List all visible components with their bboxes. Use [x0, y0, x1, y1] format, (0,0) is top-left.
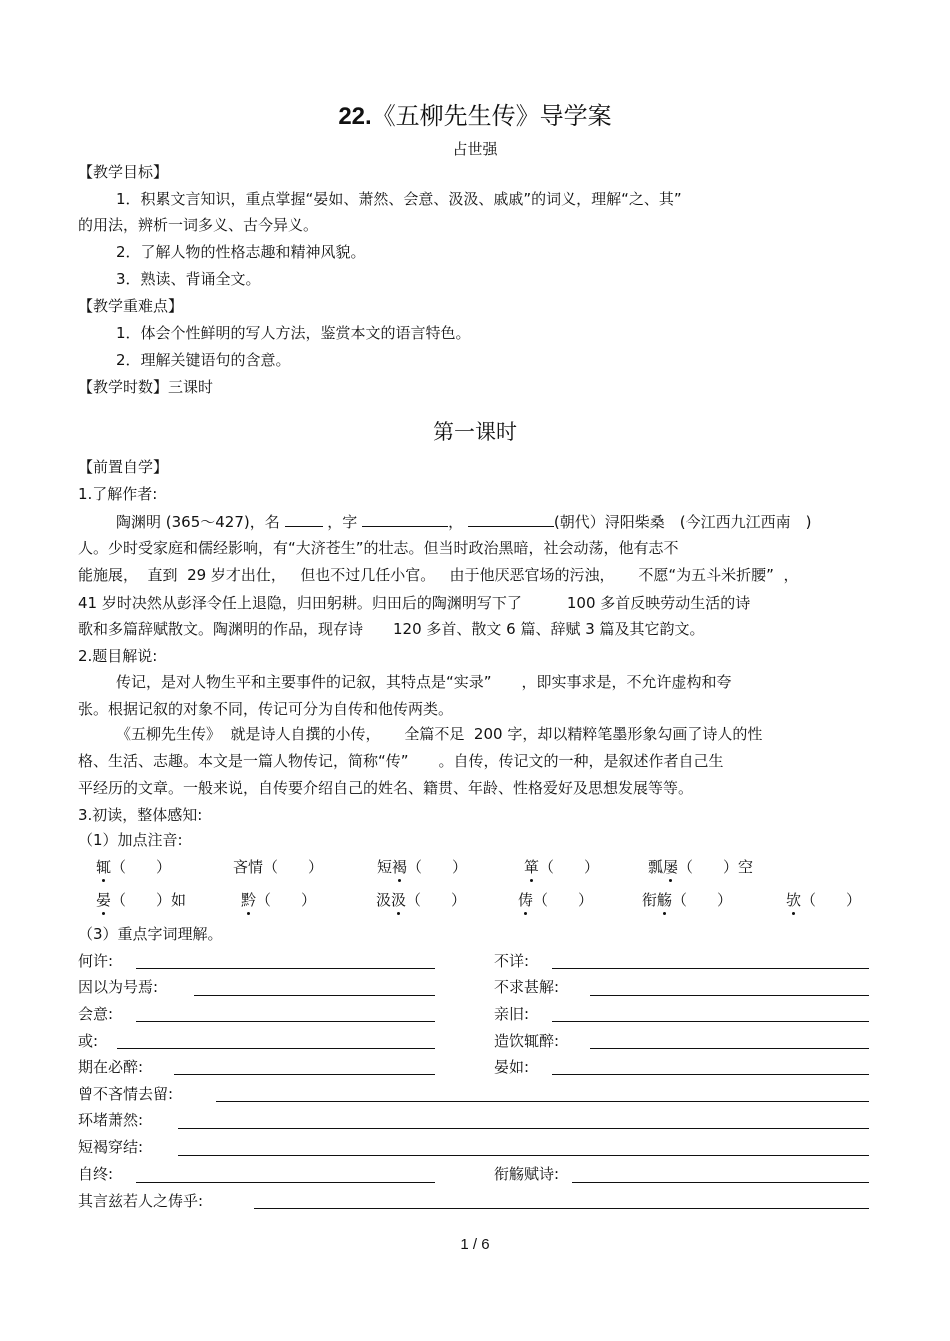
vocab-term: 曾不吝情去留:: [78, 1085, 174, 1103]
vocab-answer-line[interactable]: [136, 968, 435, 969]
dotted-char: 觞: [657, 891, 673, 909]
dotted-char: 俦: [518, 891, 534, 909]
author-intro-text-b: ，字: [327, 513, 358, 531]
pinyin-word: 衔: [642, 891, 658, 909]
vocab-term: 不求甚解:: [494, 978, 560, 996]
keypoint-2: 2．理解关键语句的含意。: [116, 351, 291, 369]
pinyin-blank: （ ）: [256, 891, 317, 909]
dotted-char: 欤: [786, 891, 802, 909]
pinyin-blank: （ ）: [407, 858, 468, 876]
vocab-answer-line[interactable]: [552, 968, 869, 969]
vocab-answer-line[interactable]: [216, 1101, 869, 1102]
vocab-answer-line[interactable]: [552, 1074, 869, 1075]
dotted-char: 箪: [524, 858, 540, 876]
dynasty-blank[interactable]: [468, 512, 554, 527]
pinyin-word: 短: [377, 858, 393, 876]
vocab-answer-line[interactable]: [552, 1021, 869, 1022]
pinyin-item[interactable]: [377, 858, 467, 876]
vocab-term: 会意:: [78, 1005, 114, 1023]
vocab-term: 其言兹若人之俦乎:: [78, 1192, 204, 1210]
vocab-term: 造饮辄醉:: [494, 1032, 560, 1050]
courtesy-name-blank[interactable]: [362, 512, 448, 527]
author-intro-line-5: 歌和多篇辞赋散文。陶渊明的作品，现存诗 120 多首、散文 6 篇、辞赋 3 篇及其它韵文。: [78, 620, 705, 638]
lesson-title: 第一课时: [433, 420, 517, 444]
author-intro-text-c: ，: [448, 513, 464, 531]
goals-heading: 【教学目标】: [78, 163, 169, 181]
pinyin-subheading: （1）加点注音:: [78, 831, 183, 849]
vocab-answer-line[interactable]: [174, 1074, 435, 1075]
title-text: 《五柳先生传》导学案: [371, 102, 612, 130]
author-intro-line-2: 人。少时受家庭和儒经影响，有“大济苍生”的壮志。但当时政治黑暗，社会动荡，他有志不: [78, 539, 679, 557]
author-intro-text-a: 陶渊明 (365～427)，名: [116, 513, 280, 531]
pinyin-item[interactable]: [96, 858, 171, 876]
pinyin-blank: （ ）: [801, 891, 862, 909]
title-explain-line-3: 《五柳先生传》 就是诗人自撰的小传， 全篇不足 200 字，却以精粹笔墨形象勾画了诗人的性: [116, 725, 763, 743]
pinyin-blank: （ ）: [672, 891, 733, 909]
dotted-char: 黔: [241, 891, 257, 909]
section-2-heading: 2.题目解说:: [78, 647, 158, 665]
pinyin-word: 汲: [376, 891, 392, 909]
pinyin-word: 吝情（: [233, 858, 279, 876]
pinyin-item[interactable]: [648, 858, 753, 876]
vocab-term: 短褐穿结:: [78, 1138, 144, 1156]
page-indicator: 1 / 6: [460, 1236, 490, 1253]
pinyin-item[interactable]: [524, 858, 599, 876]
vocab-term: 不详:: [494, 952, 530, 970]
pinyin-item[interactable]: [241, 891, 316, 909]
keypoints-heading: 【教学重难点】: [78, 297, 184, 315]
vocab-answer-line[interactable]: [178, 1128, 869, 1129]
vocab-term: 晏如:: [494, 1058, 530, 1076]
section-3-heading: 3.初读，整体感知:: [78, 806, 203, 824]
author-name: 占世强: [452, 140, 498, 158]
prestudy-heading: 【前置自学】: [78, 458, 169, 476]
author-intro-line-4: 41 岁时决然从彭泽令任上退隐，归田躬耕。归田后的陶渊明写下了 100 多首反映劳动生活的诗: [78, 594, 751, 612]
title-explain-line-2: 张。根据记叙的对象不同，传记可分为自传和他传两类。: [78, 700, 454, 718]
vocab-term: 亲旧:: [494, 1005, 530, 1023]
pinyin-item[interactable]: [233, 858, 323, 876]
keypoint-1: 1．体会个性鲜明的写人方法，鉴赏本文的语言特色。: [116, 324, 471, 342]
vocab-answer-line[interactable]: [136, 1182, 435, 1183]
title-explain-line-1: 传记，是对人物生平和主要事件的记叙，其特点是“实录” ，即实事求是，不允许虚构和夸: [116, 673, 732, 691]
vocab-answer-line[interactable]: [117, 1048, 435, 1049]
pinyin-blank: （ ）: [111, 858, 172, 876]
pinyin-item[interactable]: [96, 891, 186, 909]
goal-2: 2．了解人物的性格志趣和精神风貌。: [116, 243, 366, 261]
vocab-term: 何许:: [78, 952, 114, 970]
pinyin-blank: （ ）: [533, 891, 594, 909]
vocab-answer-line[interactable]: [572, 1182, 869, 1183]
title-explain-line-5: 平经历的文章。一般来说，自传要介绍自己的姓名、籍贯、年龄、性格爱好及思想发展等等。: [78, 779, 694, 797]
vocab-term: 期在必醉:: [78, 1058, 144, 1076]
pinyin-item[interactable]: [518, 891, 593, 909]
pinyin-item[interactable]: [786, 891, 861, 909]
title-explain-line-4: 格、生活、志趣。本文是一篇人物传记，简称“传” 。自传，传记文的一种，是叙述作者自己生: [78, 752, 724, 770]
pinyin-item[interactable]: [376, 891, 466, 909]
dotted-char: 屡: [663, 858, 679, 876]
goal-1-line-2: 的用法，辨析一词多义、古今异义。: [78, 216, 319, 234]
dotted-char: 褐: [392, 858, 408, 876]
vocab-answer-line[interactable]: [194, 995, 435, 996]
vocab-subheading: （3）重点字词理解。: [78, 925, 223, 943]
goal-3: 3．熟读、背诵全文。: [116, 270, 261, 288]
page-title: [0, 96, 950, 131]
pinyin-blank: （ ）如: [111, 891, 187, 909]
vocab-term: 或:: [78, 1032, 99, 1050]
section-1-heading: 1.了解作者:: [78, 485, 158, 503]
vocab-term: 环堵萧然:: [78, 1111, 144, 1129]
vocab-term: 因以为号焉:: [78, 978, 159, 996]
pinyin-blank: （ ）空: [678, 858, 754, 876]
pinyin-blank: ）: [278, 858, 324, 876]
vocab-answer-line[interactable]: [590, 995, 869, 996]
author-intro-line-3: 能施展， 直到 29 岁才出仕， 但也不过几任小官。 由于他厌恶官场的污浊， 不愿“为五斗米折腰” ，: [78, 566, 799, 584]
title-number: 22.: [338, 103, 372, 130]
pinyin-item[interactable]: [642, 891, 732, 909]
dotted-char: 晏: [96, 891, 112, 909]
vocab-answer-line[interactable]: [178, 1155, 869, 1156]
name-blank[interactable]: [285, 512, 323, 527]
pinyin-blank: （ ）: [406, 891, 467, 909]
author-intro-text-d: (朝代）浔阳柴桑 (今江西九江西南 ): [553, 513, 812, 531]
vocab-answer-line[interactable]: [254, 1208, 869, 1209]
vocab-term: 自终:: [78, 1165, 114, 1183]
pinyin-word: 瓢: [648, 858, 664, 876]
goal-1-line-1: 1．积累文言知识，重点掌握“晏如、萧然、会意、汲汲、戚戚”的词义，理解“之、其”: [116, 190, 682, 208]
dotted-char: 汲: [391, 891, 407, 909]
teaching-hours: 【教学时数】三课时: [78, 378, 214, 396]
author-intro-line-1: [116, 512, 811, 531]
pinyin-blank: （ ）: [539, 858, 600, 876]
vocab-term: 衔觞赋诗:: [494, 1165, 560, 1183]
dotted-char: 辄: [96, 858, 112, 876]
vocab-answer-line[interactable]: [136, 1021, 435, 1022]
vocab-answer-line[interactable]: [590, 1048, 869, 1049]
